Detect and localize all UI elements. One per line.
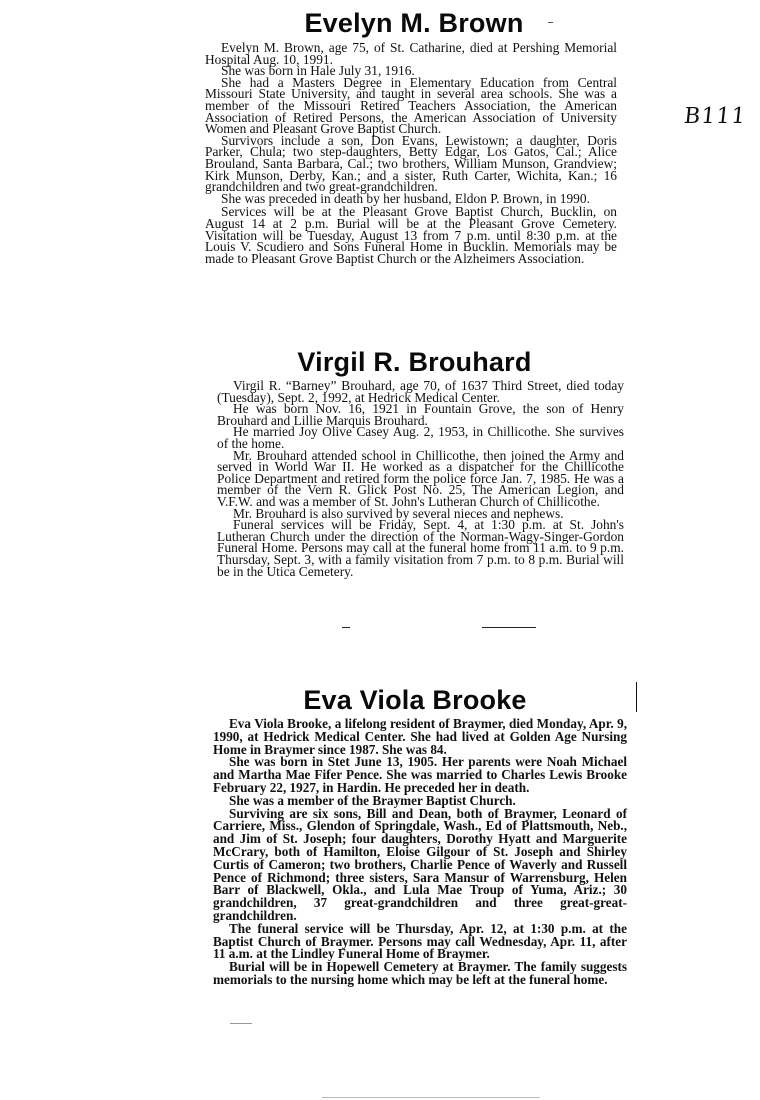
paragraph: Mr. Brouhard attended school in Chillicothe, then joined the Army and served in World War II. He worked as a dispatcher for the Chillicothe Police Department and retired form the police force Jan. 7, 1985. He was a member of the Vern R. Glick Post No. 25, The American Legion, and V.F.W. and was a member of St. John's Lutheran Church of Chillicothe. xyxy=(217,447,624,509)
scan-edge xyxy=(322,1097,540,1098)
scan-mark xyxy=(230,1023,252,1024)
paragraph: Eva Viola Brooke, a lifelong resident of Braymer, died Monday, Apr. 9, 1990, at Hedrick Medical Center. She had lived at Golden Age Nursing Home in Braymer since 1987. She was 84. xyxy=(213,716,627,757)
obituary-eva-brooke xyxy=(213,685,627,987)
paragraph: She was preceded in death by her husband, Eldon P. Brown, in 1990. xyxy=(221,190,590,206)
obituary-body xyxy=(217,380,624,577)
paragraph: The funeral service will be Thursday, Apr. 12, at 1:30 p.m. at the Baptist Church of Braymer. Persons may call Wednesday, Apr. 11, after 11 a.m. at the Lindley Funeral Home of Braymer. xyxy=(213,920,627,962)
paragraph: He married Joy Olive Casey Aug. 2, 1953, in Chillicothe. She survives of the home. xyxy=(217,424,624,451)
obituary-virgil-brouhard xyxy=(217,347,624,577)
paragraph: She was born in Hale July 31, 1916. xyxy=(221,63,415,79)
paragraph: Funeral services will be Friday, Sept. 4, at 1:30 p.m. at St. John's Lutheran Church under the direction of the Norman-Wagy-Singer-Gordon Funeral Home. Persons may call at the funeral home from 11 a.m. to 9 p.m. Thursday, Sept. 3, with a family visitation from 7 p.m. to 8 p.m. Burial will be in the Utica Cemetery. xyxy=(217,517,624,579)
paragraph: She had a Masters Degree in Elementary Education from Central Missouri State University, and taught in several area schools. She was a member of the Missouri Retired Teachers Association, the American Association of Retired Persons, the American Association of University Women and Pleasant Grove Baptist Church. xyxy=(205,74,617,137)
scan-mark xyxy=(548,22,553,23)
paragraph: Services will be at the Pleasant Grove Baptist Church, Bucklin, on August 14 at 2 p.m. Burial will be at the Pleasant Grove Cemetery. Visitation will be Tuesday, August 13 from 7 p.m. until 8:30 p.m. at the Louis V. Scudiero and Sons Funeral Home in Bucklin. Memorials may be made to Pleasant Grove Baptist Church or the Alzheimers Association. xyxy=(205,204,617,266)
paragraph: Virgil R. “Barney” Brouhard, age 70, of 1637 Third Street, died today (Tuesday), Sept. 2, 1992, at Hedrick Medical Center. xyxy=(217,378,624,405)
obituary-title: Evelyn M. Brown xyxy=(304,8,524,38)
paragraph: He was born Nov. 16, 1921 in Fountain Grove, the son of Henry Brouhard and Lillie Marquis Brouhard. xyxy=(217,401,624,428)
paragraph: Evelyn M. Brown, age 75, of St. Catharine, died at Pershing Memorial Hospital Aug. 10, 1991. xyxy=(205,40,617,67)
paragraph: Survivors include a son, Don Evans, Lewistown; a daughter, Doris Parker, Chula; two step-daughters, Betty Edgar, Los Gatos, Cal.; Alice Brouland, Santa Barbara, Cal.; two brothers, William Munson, Grandview; Kirk Munson, Derby, Kan.; and a sister, Ruth Carter, Wichita, Kan.; 16 grandchildren and two great-grandchildren. xyxy=(205,132,617,195)
paragraph: Mr. Brouhard is also survived by several nieces and nephews. xyxy=(233,505,564,521)
paragraph: Surviving are six sons, Bill and Dean, both of Braymer, Leonard of Carriere, Miss., Glendon of Springdale, Wash., Ed of Plattsmouth, Neb., and Jim of St. Joseph; four daughters, Dorothy Hyatt and Marguerite McCrary, both of Hamilton, Eloise Gilgour of St. Joseph and Shirley Curtis of Cameron; two brothers, Charlie Pence of Waverly and Russell Pence of Richmond; three sisters, Sara Mansur of Warrensburg, Helen Barr of Blackwell, Okla., and Lula Mae Troup of Yuma, Ariz.; 30 grandchildren, 37 great-grandchildren and three great-great-grandchildren. xyxy=(213,805,627,923)
obituary-title: Virgil R. Brouhard xyxy=(297,347,532,377)
paragraph: Burial will be in Hopewell Cemetery at Braymer. The family suggests memorials to the nursing home which may be left at the funeral home. xyxy=(213,959,627,987)
obituary-body xyxy=(213,718,627,987)
paragraph: She was a member of the Braymer Baptist Church. xyxy=(229,792,516,808)
paragraph: She was born in Stet June 13, 1905. Her parents were Noah Michael and Martha Mae Fifer Pence. She was married to Charles Lewis Brooke February 22, 1927, in Hardin. He preceded her in death. xyxy=(213,754,627,795)
separator-dash xyxy=(342,627,350,628)
handwritten-annotation: B111 xyxy=(682,104,748,129)
obituary-title: Eva Viola Brooke xyxy=(303,685,527,715)
obituary-body xyxy=(205,42,617,264)
obituary-evelyn-brown xyxy=(205,8,617,264)
margin-line xyxy=(636,682,637,712)
separator-rule xyxy=(482,627,536,628)
